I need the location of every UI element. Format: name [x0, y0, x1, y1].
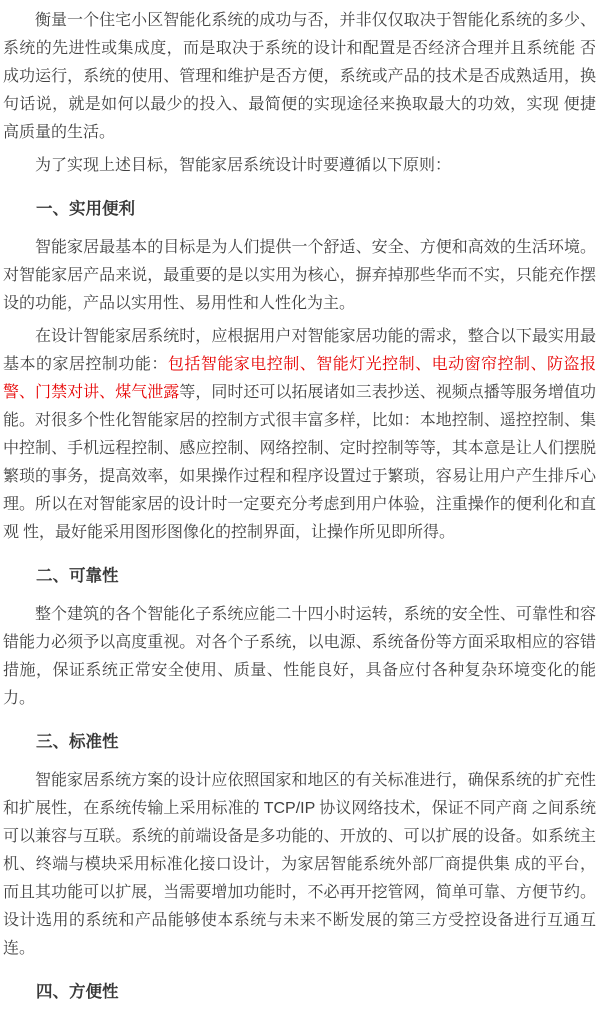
section1-paragraph-2-tail: 等，同时还可以拓展诸如三表抄送、视频点播等服务增值功能。对很多个性化智能家居的控制方式很丰富多样，比如：本地控制、遥控控制、集中控制、手机远程控制、感应控制、网络控制、定时控制等等，其本意是让人们摆脱繁琐的事务，提高效率，如果操作过程和程序设置过于繁琐，容易让用户产生排斥心理。所以在对智能家居的设计时一定要充分考虑到用户体验，注重操作的便利化和直观 性，最好能采用图形图像化的控制界面，让操作所见即所得。 — [3, 384, 596, 541]
goal-paragraph: 为了实现上述目标，智能家居系统设计时要遵循以下原则： — [35, 157, 452, 174]
section1-paragraph-1: 智能家居最基本的目标是为人们提供一个舒适、安全、方便和高效的生活环境。对智能家居产品来说，最重要的是以实用为核心，摒弃掉那些华而不实，只能充作摆设的功能，产品以实用性、易用性和人性化为主。 — [3, 239, 596, 312]
section-heading-reliability: 二、可靠性 — [36, 566, 119, 585]
section3-paragraph-1 — [3, 767, 596, 963]
section-heading-convenience: 四、方便性 — [36, 982, 119, 1001]
section1-paragraph-2-lead: 在设计智能家居系统时，应根据用户对智能家居功能的需求，整合以下最实用最基本的家居控制功能： — [3, 328, 596, 373]
section1-paragraph-2 — [3, 323, 596, 547]
section-heading-practical-convenience: 一、实用便利 — [36, 199, 135, 218]
intro-paragraph: 衡量一个住宅小区智能化系统的成功与否，并非仅仅取决于智能化系统的多少、系统的先进性或集成度，而是取决于系统的设计和配置是否经济合理并且系统能 否成功运行，系统的使用、管理和维护是否方便，系统或产品的技术是否成熟适用，换句话说，就是如何以最少的投入、最简便的实现途径来换取最大的功效，实现 便捷高质量的生活。 — [3, 12, 596, 141]
red-highlight-control-functions: 包括智能家电控制、智能灯光控制、电动窗帘控制、防盗报警、门禁对讲、煤气泄露 — [3, 356, 596, 401]
article-body — [3, 7, 596, 1006]
section2-paragraph-1: 整个建筑的各个智能化子系统应能二十四小时运转，系统的安全性、可靠性和容错能力必须予以高度重视。对各个子系统，以电源、系统备份等方面采取相应的容错措施，保证系统正常安全使用、质量、性能良好，具备应付各种复杂环境变化的能力。 — [3, 606, 596, 707]
section3-paragraph-1-tail: 协议网络技术，保证不同产商 之间系统可以兼容与互联。系统的前端设备是多功能的、开放的、可以扩展的设备。如系统主机、终端与模块采用标准化接口设计，为家居智能系统外部厂商提供集 成的平台，而且其功能可以扩展，当需要增加功能时，不必再开挖管网，简单可靠、方便节约。设计选用的系统和产品能够使本系统与未来不断发展的第三方受控设备进行互通互连。 — [3, 800, 596, 957]
section-heading-standardization: 三、标准性 — [36, 732, 119, 751]
section3-paragraph-1-lead: 智能家居系统方案的设计应依照国家和地区的有关标准进行，确保系统的扩充性和扩展性，在系统传输上采用标准的 — [3, 772, 596, 817]
tcpip-protocol-term: TCP/IP — [263, 800, 316, 817]
